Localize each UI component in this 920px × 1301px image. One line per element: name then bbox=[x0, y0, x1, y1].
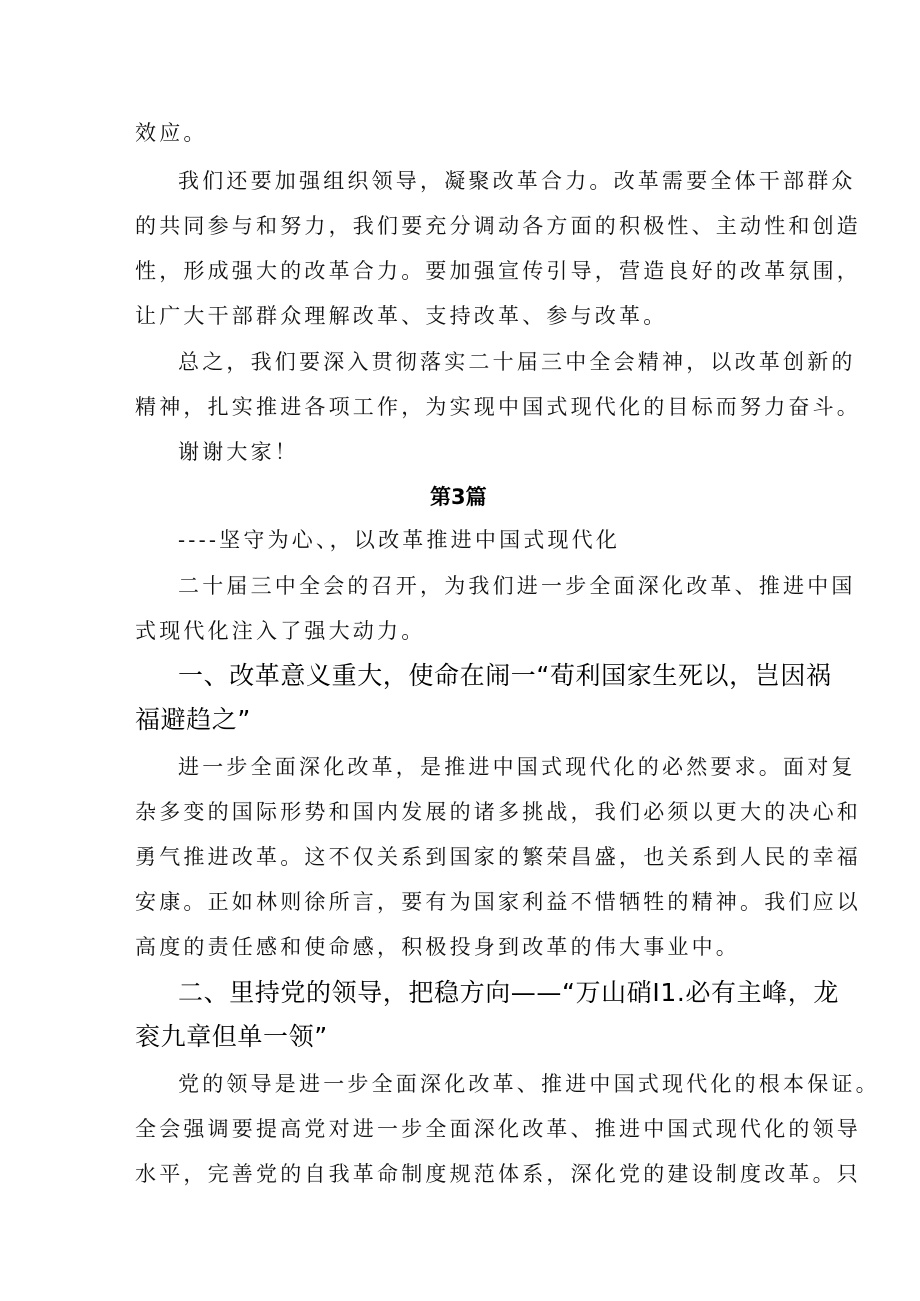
paragraph-line: 性，形成强大的改革合力。要加强宣传引导，营造良好的改革氛围， bbox=[135, 259, 861, 283]
paragraph-line: 我们还要加强组织领导，凝聚改革合力。改革需要全体干部群众 bbox=[178, 169, 856, 193]
paragraph-line: 的共同参与和努力，我们要充分调动各方面的积极性、主动性和创造 bbox=[135, 214, 861, 238]
paragraph-line: 党的领导是进一步全面深化改革、推进中国式现代化的根本保证。 bbox=[178, 1072, 880, 1096]
paragraph-line: 高度的责任感和使命感，积极投身到改革的伟大事业中。 bbox=[135, 935, 740, 959]
article-subtitle: ----坚守为心、，以改革推进中国式现代化 bbox=[178, 528, 621, 552]
section-heading-2-cont: 衮九章但单一领” bbox=[135, 1022, 328, 1051]
paragraph-line: 安康。正如林则徐所言，要有为国家利益不惜牺牲的精神。我们应以 bbox=[135, 890, 861, 914]
paragraph-line: 式现代化注入了强大动力。 bbox=[135, 619, 426, 643]
paragraph-line: 精神，扎实推进各项工作，为实现中国式现代化的目标而努力奋斗。 bbox=[135, 395, 861, 419]
section-heading-1: 一、改革意义重大，使命在闹一“荀利国家生死以，岂因祸 bbox=[178, 661, 832, 690]
paragraph-line: 效应。 bbox=[135, 121, 208, 145]
paragraph-line: 全会强调要提高党对进一步全面深化改革、推进中国式现代化的领导 bbox=[135, 1117, 861, 1141]
paragraph-line: 总之，我们要深入贯彻落实二十届三中全会精神，以改革创新的 bbox=[178, 350, 856, 374]
section-title: 第3篇 bbox=[430, 485, 487, 509]
paragraph-line: 二十届三中全会的召开，为我们进一步全面深化改革、推进中国 bbox=[178, 574, 856, 598]
closing-thanks: 谢谢大家！ bbox=[178, 440, 299, 464]
paragraph-line: 让广大干部群众理解改革、支持改革、参与改革。 bbox=[135, 304, 668, 328]
paragraph-line: 进一步全面深化改革，是推进中国式现代化的必然要求。面对复 bbox=[178, 755, 856, 779]
paragraph-line: 水平，完善党的自我革命制度规范体系，深化党的建设制度改革。只 bbox=[135, 1162, 861, 1186]
section-heading-2: 二、里持党的领导，把稳方向——“万山硝I1.必有主峰，龙 bbox=[178, 978, 839, 1007]
section-heading-1-cont: 福避趋之” bbox=[135, 705, 251, 734]
paragraph-line: 勇气推进改革。这不仅关系到国家的繁荣昌盛，也关系到人民的幸福 bbox=[135, 845, 861, 869]
paragraph-line: 杂多变的国际形势和国内发展的诸多挑战，我们必须以更大的决心和 bbox=[135, 800, 861, 824]
